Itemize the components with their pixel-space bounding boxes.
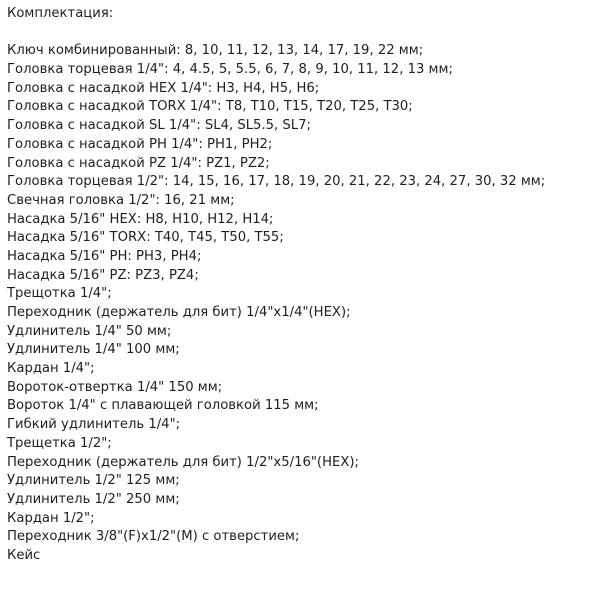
list-item: Переходник (держатель для бит) 1/4"x1/4"(HEX); bbox=[7, 305, 351, 320]
list-item: Насадка 5/16" TORX: T40, T45, T50, T55; bbox=[7, 230, 284, 246]
list-item: Трещетка 1/2"; bbox=[7, 435, 112, 451]
kit-contents-heading: Комплектация: bbox=[7, 6, 114, 21]
list-item: Удлинитель 1/4" 50 мм; bbox=[7, 323, 172, 339]
kit-contents-document bbox=[7, 5, 597, 566]
list-item: Удлинитель 1/2" 250 мм; bbox=[7, 491, 180, 507]
list-item: Гибкий удлинитель 1/4"; bbox=[7, 417, 181, 433]
list-item: Переходник (держатель для бит) 1/2"x5/16"(HEX); bbox=[7, 454, 359, 470]
list-item: Свечная головка 1/2": 16, 21 мм; bbox=[7, 192, 235, 208]
list-item: Головка с насадкой PZ 1/4": PZ1, PZ2; bbox=[7, 155, 270, 171]
list-item: Головка торцевая 1/4": 4, 4.5, 5, 5.5, 6, 7, 8, 9, 10, 11, 12, 13 мм; bbox=[7, 62, 453, 78]
list-item: Кейс bbox=[7, 547, 41, 563]
kit-contents-list bbox=[7, 42, 597, 565]
list-item: Вороток 1/4" с плавающей головкой 115 мм; bbox=[7, 398, 319, 414]
list-item: Головка с насадкой TORX 1/4": T8, T10, T15, T20, T25, T30; bbox=[7, 99, 413, 115]
list-item: Ключ комбинированный: 8, 10, 11, 12, 13, 14, 17, 19, 22 мм; bbox=[7, 43, 424, 59]
list-item: Головка с насадкой SL 1/4": SL4, SL5.5, SL7; bbox=[7, 118, 311, 134]
list-item: Удлинитель 1/4" 100 мм; bbox=[7, 342, 180, 358]
list-item: Головка с насадкой HEX 1/4": H3, H4, H5, H6; bbox=[7, 80, 320, 96]
list-item: Трещотка 1/4"; bbox=[7, 286, 112, 302]
list-item: Насадка 5/16" PZ: PZ3, PZ4; bbox=[7, 267, 199, 283]
list-item: Головка торцевая 1/2": 14, 15, 16, 17, 18, 19, 20, 21, 22, 23, 24, 27, 30, 32 мм; bbox=[7, 174, 546, 190]
list-item: Насадка 5/16" PH: PH3, PH4; bbox=[7, 248, 202, 264]
list-item: Головка с насадкой PH 1/4": PH1, PH2; bbox=[7, 136, 273, 152]
list-item: Переходник 3/8"(F)x1/2"(M) с отверстием; bbox=[7, 529, 300, 545]
list-item: Кардан 1/2"; bbox=[7, 510, 95, 526]
list-item: Вороток-отвертка 1/4" 150 мм; bbox=[7, 379, 223, 395]
list-item: Удлинитель 1/2" 125 мм; bbox=[7, 473, 180, 489]
list-item: Насадка 5/16" HEX: H8, H10, H12, H14; bbox=[7, 211, 274, 227]
list-item: Кардан 1/4"; bbox=[7, 361, 95, 377]
